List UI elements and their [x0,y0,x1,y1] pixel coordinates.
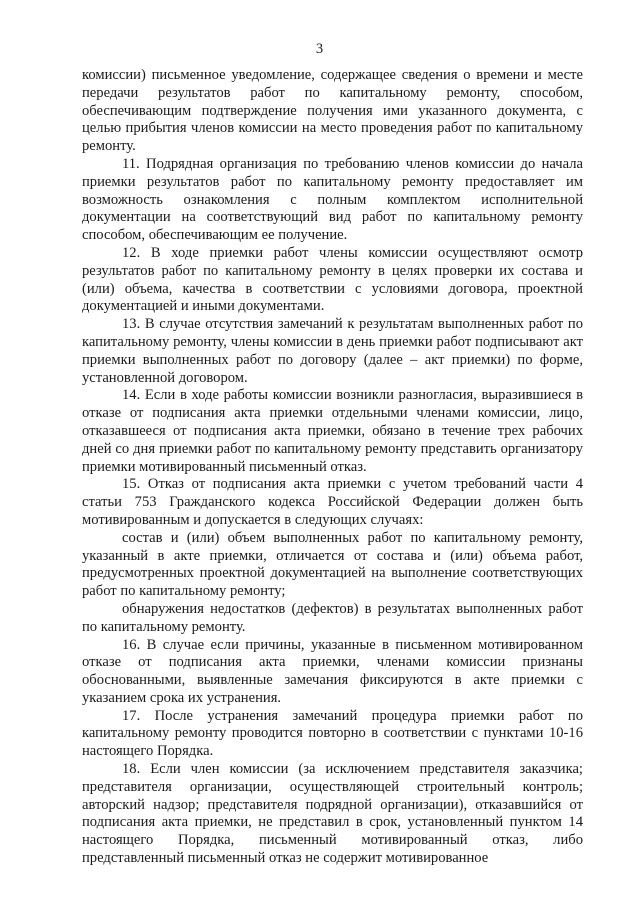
paragraph: 16. В случае если причины, указанные в письменном мотивированном отказе от подписания акта приемки, членами комиссии признаны обоснованными, выявленные замечания фиксируются в акте приемки с указанием срока их устранения. [82,636,583,706]
paragraph: 18. Если член комиссии (за исключением представителя заказчика; представителя организации, осуществляющей строительный контроль; авторский надзор; представителя подрядной организации), отказавшийся от подписания акта приемки, не представил в срок, установленный пунктом 14 настоящего Порядка, письменный мотивированный отказ, либо представленный письменный отказ не содержит мотивированное [82,761,583,867]
paragraph: 11. Подрядная организация по требованию членов комиссии до начала приемки результатов работ по капитальному ремонту предоставляет им возможность ознакомления с полным комплектом исполнительной документации на соответствующий вид работ по капитальному ремонту способом, обеспечивающим ее получение. [82,155,583,244]
paragraph: обнаружения недостатков (дефектов) в результатах выполненных работ по капитальному ремонту. [82,600,583,635]
paragraph: состав и (или) объем выполненных работ по капитальному ремонту, указанный в акте приемки, отличается от состава и (или) объема работ, предусмотренных проектной документацией на выполнение соответствующих работ по капитальному ремонту; [82,529,583,600]
paragraph: 17. После устранения замечаний процедура приемки работ по капитальному ремонту проводится повторно в соответствии с пунктами 10-16 настоящего Порядка. [82,707,583,760]
paragraph: 13. В случае отсутствия замечаний к результатам выполненных работ по капитальному ремонту, члены комиссии в день приемки работ подписывают акт приемки выполненных работ по договору (далее – акт приемки) по форме, установленной договором. [82,316,583,386]
paragraph: 14. Если в ходе работы комиссии возникли разногласия, выразившиеся в отказе от подписания акта приемки отдельными членами комиссии, лицо, отказавшееся от подписания акта приемки, обязано в течение трех рабочих дней со дня приемки работ по капитальному ремонту представить организатору приемки мотивированный письменный отказ. [82,387,583,475]
document-body [82,67,583,868]
page-number: 3 [315,41,324,57]
paragraph: 15. Отказ от подписания акта приемки с учетом требований части 4 статьи 753 Гражданского кодекса Российской Федерации должен быть мотивированным и допускается в следующих случаях: [82,476,583,528]
paragraph: комиссии) письменное уведомление, содержащее сведения о времени и месте передачи результатов работ по капитальному ремонту, способом, обеспечивающим подтверждение получения ими указанного документа, с целью прибытия членов комиссии на место проведения работ по капитальному ремонту. [82,67,583,155]
paragraph: 12. В ходе приемки работ члены комиссии осуществляют осмотр результатов работ по капитальному ремонту в целях проверки их состава и (или) объема, качества в соответствии с условиями договора, проектной документацией и иными документами. [82,244,583,315]
